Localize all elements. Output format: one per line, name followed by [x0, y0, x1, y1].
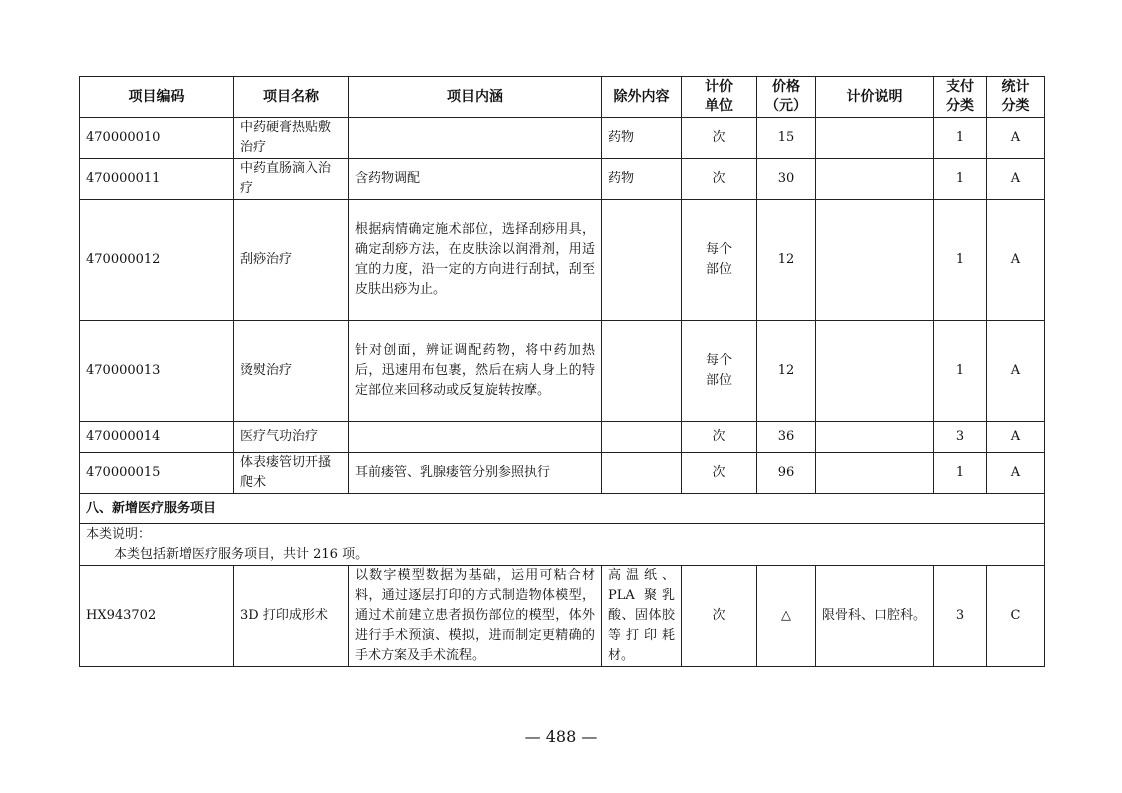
- cell-exclusion: [602, 321, 682, 422]
- cell-name: 体表瘘管切开搔爬术: [234, 453, 349, 494]
- header-stat-line2: 分类: [1001, 98, 1030, 114]
- cell-price: 30: [757, 159, 816, 200]
- cell-payment: 3: [934, 422, 987, 453]
- cell-content: [349, 422, 602, 453]
- cell-stat: A: [987, 453, 1045, 494]
- cell-price: 36: [757, 422, 816, 453]
- cell-unit: 次: [682, 453, 757, 494]
- header-name: 项目名称: [234, 77, 349, 118]
- header-unit-line2: 单位: [705, 98, 733, 114]
- table-row: [80, 200, 1045, 321]
- cell-payment: 3: [934, 566, 987, 667]
- cell-pricing-note: [816, 422, 934, 453]
- header-row: [80, 77, 1045, 118]
- cell-exclusion: [602, 453, 682, 494]
- header-price: [757, 77, 816, 118]
- table-row: [80, 321, 1045, 422]
- cell-code: 470000010: [80, 118, 234, 159]
- cell-unit: 次: [682, 422, 757, 453]
- header-code: 项目编码: [80, 77, 234, 118]
- cell-stat: A: [987, 200, 1045, 321]
- cell-code: 470000014: [80, 422, 234, 453]
- cell-content: 含药物调配: [349, 159, 602, 200]
- cell-exclusion: [602, 422, 682, 453]
- header-price-line1: 价格: [772, 79, 800, 95]
- cell-pricing-note: 限骨科、口腔科。: [816, 566, 934, 667]
- header-unit: [682, 77, 757, 118]
- cell-price: 15: [757, 118, 816, 159]
- section-note-row: [80, 524, 1045, 566]
- cell-unit: 次: [682, 118, 757, 159]
- cell-price: 96: [757, 453, 816, 494]
- cell-name: 3D 打印成形术: [234, 566, 349, 667]
- cell-unit: 次: [682, 159, 757, 200]
- header-payment-line2: 分类: [946, 98, 974, 114]
- cell-name: 刮痧治疗: [234, 200, 349, 321]
- header-price-line2: （元）: [765, 98, 807, 114]
- table-row: [80, 118, 1045, 159]
- cell-exclusion: 高温纸、PLA 聚乳酸、固体胶等打印耗材。: [602, 566, 682, 667]
- cell-payment: 1: [934, 321, 987, 422]
- cell-name: 中药硬膏热贴敷治疗: [234, 118, 349, 159]
- cell-pricing-note: [816, 200, 934, 321]
- section-title: 八、新增医疗服务项目: [80, 494, 1045, 524]
- cell-pricing-note: [816, 453, 934, 494]
- cell-pricing-note: [816, 118, 934, 159]
- cell-stat: A: [987, 321, 1045, 422]
- cell-code: 470000012: [80, 200, 234, 321]
- section-header-row: [80, 494, 1045, 524]
- header-stat: [987, 77, 1045, 118]
- cell-content: [349, 118, 602, 159]
- cell-exclusion: 药物: [602, 159, 682, 200]
- cell-stat: A: [987, 422, 1045, 453]
- cell-payment: 1: [934, 453, 987, 494]
- cell-pricing-note: [816, 321, 934, 422]
- cell-code: 470000011: [80, 159, 234, 200]
- header-pricing-note: 计价说明: [816, 77, 934, 118]
- section-note: [80, 524, 1045, 566]
- cell-content: 耳前瘘管、乳腺瘘管分别参照执行: [349, 453, 602, 494]
- cell-name: 医疗气功治疗: [234, 422, 349, 453]
- cell-stat: C: [987, 566, 1045, 667]
- cell-price: 12: [757, 321, 816, 422]
- table-row: [80, 566, 1045, 667]
- cell-pricing-note: [816, 159, 934, 200]
- cell-price: 12: [757, 200, 816, 321]
- section-note-label: 本类说明：: [86, 526, 152, 542]
- header-stat-line1: 统计: [1001, 79, 1030, 95]
- cell-code: HX943702: [80, 566, 234, 667]
- cell-stat: A: [987, 159, 1045, 200]
- header-exclusion: 除外内容: [602, 77, 682, 118]
- cell-payment: 1: [934, 159, 987, 200]
- fee-table: [79, 76, 1045, 667]
- cell-payment: 1: [934, 200, 987, 321]
- cell-name: 烫熨治疗: [234, 321, 349, 422]
- cell-unit: 次: [682, 566, 757, 667]
- cell-content: 根据病情确定施术部位，选择刮痧用具，确定刮痧方法，在皮肤涂以润滑剂，用适宜的力度，沿一定的方向进行刮拭，刮至皮肤出痧为止。: [349, 200, 602, 321]
- cell-content: 以数字模型数据为基础，运用可粘合材料，通过逐层打印的方式制造物体模型，通过术前建立患者损伤部位的模型，体外进行手术预演、模拟，进而制定更精确的手术方案及手术流程。: [349, 566, 602, 667]
- header-payment-line1: 支付: [946, 79, 974, 95]
- cell-exclusion: [602, 200, 682, 321]
- cell-unit: 每个部位: [682, 200, 757, 321]
- cell-code: 470000013: [80, 321, 234, 422]
- cell-code: 470000015: [80, 453, 234, 494]
- table-row: [80, 422, 1045, 453]
- header-unit-line1: 计价: [705, 79, 733, 95]
- cell-price: △: [757, 566, 816, 667]
- cell-stat: A: [987, 118, 1045, 159]
- page-number: — 488 —: [524, 727, 598, 746]
- cell-exclusion: 药物: [602, 118, 682, 159]
- cell-name: 中药直肠滴入治疗: [234, 159, 349, 200]
- section-note-text: 本类包括新增医疗服务项目，共计 216 项。: [114, 546, 369, 562]
- header-payment: [934, 77, 987, 118]
- cell-payment: 1: [934, 118, 987, 159]
- cell-content: 针对创面，辨证调配药物，将中药加热后，迅速用布包裹，然后在病人身上的特定部位来回移动或反复旋转按摩。: [349, 321, 602, 422]
- table-row: [80, 159, 1045, 200]
- table-row: [80, 453, 1045, 494]
- cell-unit: 每个部位: [682, 321, 757, 422]
- header-content: 项目内涵: [349, 77, 602, 118]
